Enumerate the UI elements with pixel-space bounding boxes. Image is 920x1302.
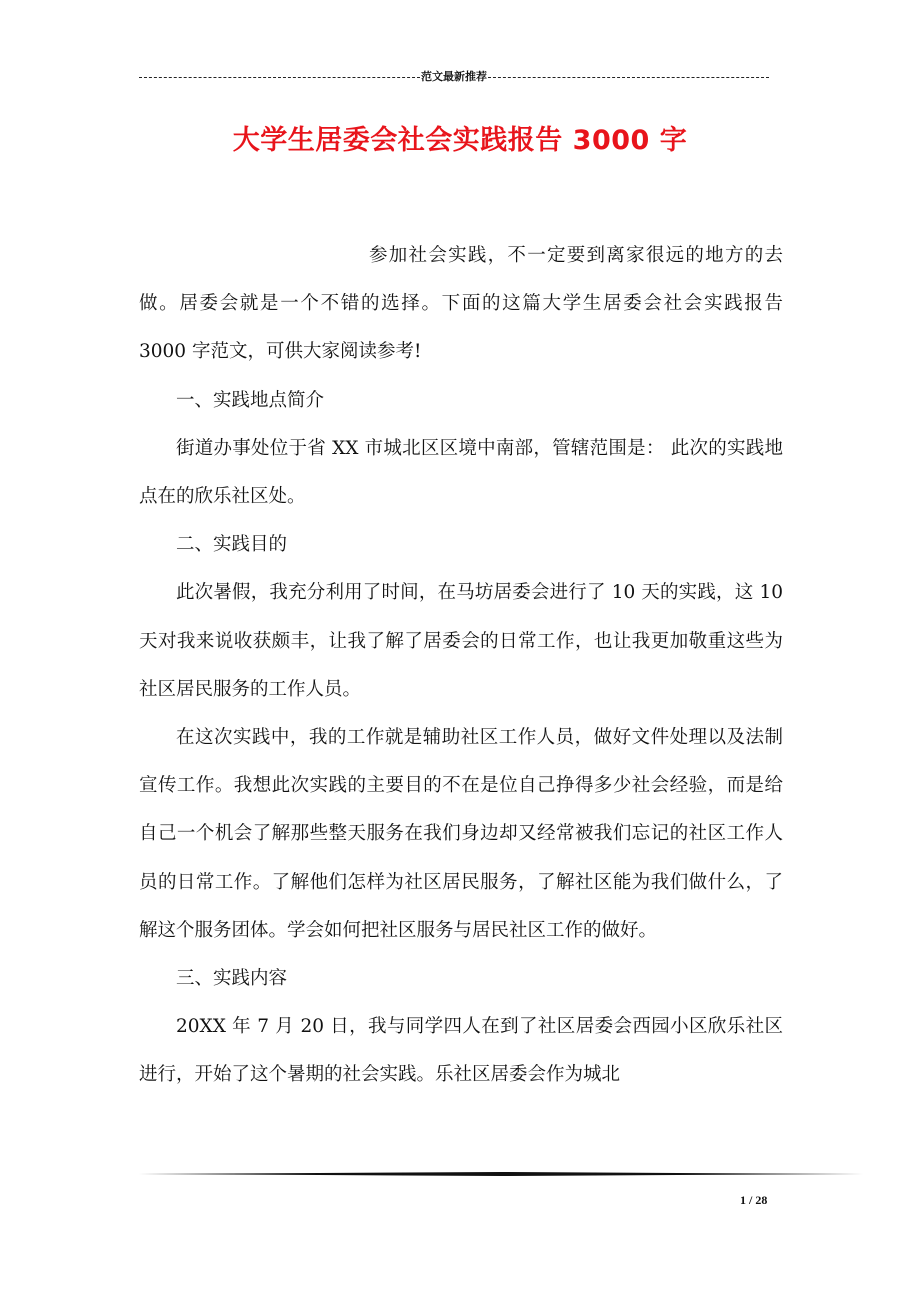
page-header [139,66,769,86]
header-label: 范文最新推荐 [421,70,487,83]
document-body [139,232,783,1100]
header-dash-right [488,77,769,78]
page-number: 1 / 28 [740,1193,768,1207]
paragraph-location: 街道办事处位于省 XX 市城北区区境中南部，管辖范围是： 此次的实践地点在的欣乐社区处。 [139,437,783,508]
footer-rule [139,1172,863,1176]
section-heading-1: 一、实践地点简介 [176,389,325,411]
intro-paragraph: 参加社会实践，不一定要到离家很远的地方的去做。居委会就是一个不错的选择。下面的这篇大学生居委会社会实践报告 3000 字范文，可供大家阅读参考! [139,245,783,363]
paragraph-content: 20XX 年 7 月 20 日，我与同学四人在到了社区居委会西园小区欣乐社区进行，开始了这个暑期的社会实践。乐社区居委会作为城北 [139,1016,783,1086]
header-dash-left [139,77,420,78]
paragraph-purpose-2: 在这次实践中，我的工作就是辅助社区工作人员，做好文件处理以及法制宣传工作。我想此次实践的主要目的不在是位自己挣得多少社会经验，而是给自己一个机会了解那些整天服务在我们身边却又经常被我们忘记的社区工作人员的日常工作。了解他们怎样为社区居民服务，了解社区能为我们做什么，了解这个服务团体。学会如何把社区服务与居民社区工作的做好。 [139,727,783,941]
section-heading-3: 三、实践内容 [176,968,288,990]
document-title: 大学生居委会社会实践报告 3000 字 [232,125,688,156]
section-heading-2: 二、实践目的 [176,534,288,556]
paragraph-purpose-1: 此次暑假，我充分利用了时间，在马坊居委会进行了 10 天的实践，这 10 天对我来说收获颇丰，让我了解了居委会的日常工作，也让我更加敬重这些为社区居民服务的工作人员。 [139,582,783,700]
